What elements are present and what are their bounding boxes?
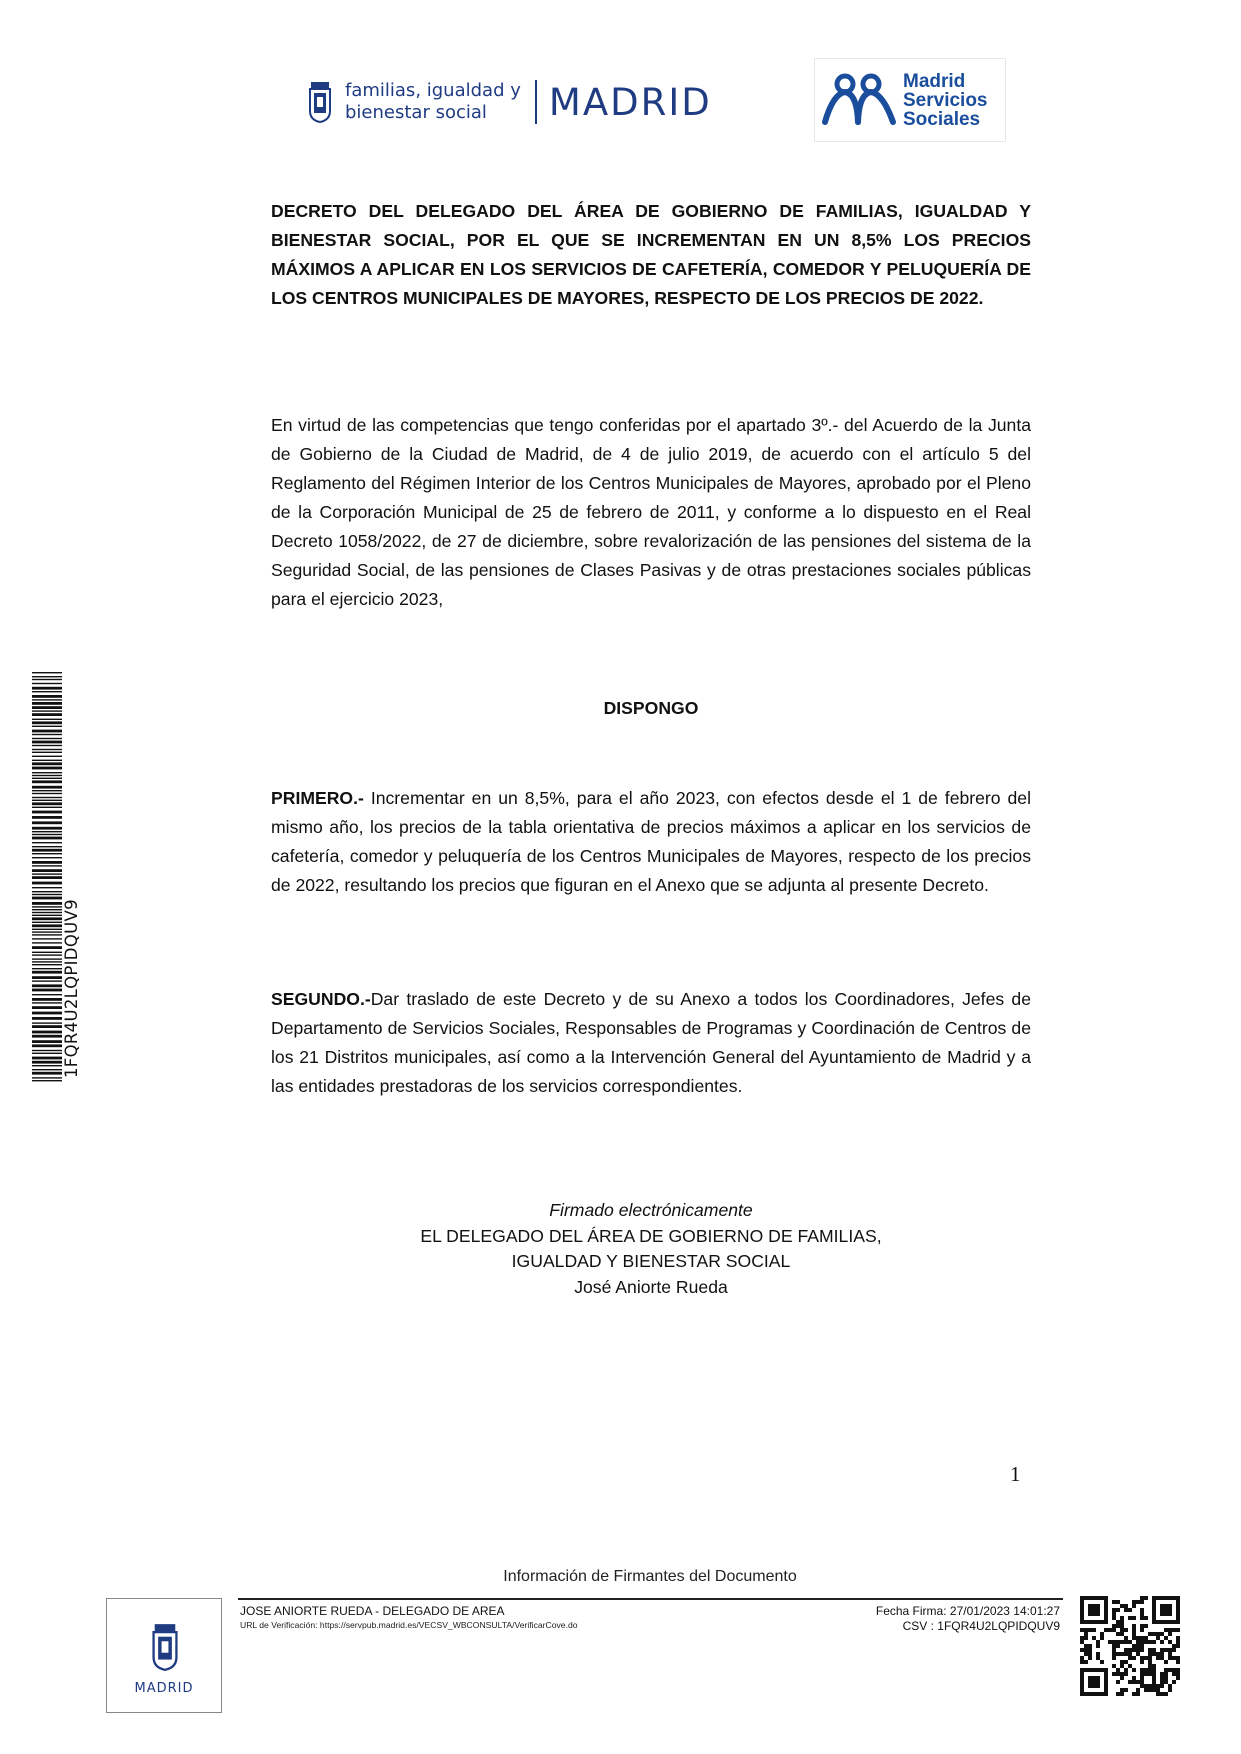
dispongo-heading: DISPONGO (603, 698, 699, 718)
ss-line-3: Sociales (903, 108, 981, 130)
signature-block (271, 1198, 1031, 1300)
footer-title: Información de Firmantes del Documento (503, 1568, 797, 1585)
servicios-sociales-text (903, 72, 988, 129)
header-separator (535, 80, 537, 124)
signature-date: Fecha Firma: 27/01/2023 14:01:27 (875, 1604, 1060, 1618)
decree-title: DECRETO DEL DELEGADO DEL ÁREA DE GOBIERNO DE FAMILIAS, IGUALDAD Y BIENESTAR SOCIAL, POR EL QUE SE INCREMENTAN EN UN 8,5% LOS PRECIOS MÁXIMOS A APLICAR EN LOS SERVICIOS DE CAFETERÍA, COMEDOR Y PELUQUERÍA DE LOS CENTROS MUNICIPALES DE MAYORES, RESPECTO DE LOS PRECIOS DE 2022. (271, 201, 1031, 308)
signature-name: José Aniorte Rueda (574, 1276, 728, 1297)
madrid-shield-icon (150, 1623, 180, 1671)
page-number: 1 (1010, 1462, 1021, 1486)
verification-url[interactable]: URL de Verificación: https://servpub.madrid.es/VECSV_WBCONSULTA/VerificarCove.do (240, 1620, 578, 1630)
signature-date-block (840, 1604, 1060, 1634)
area-line-2: bienestar social (345, 102, 487, 123)
csv-code: CSV : 1FQR4U2LQPIDQUV9 (902, 1619, 1060, 1633)
signature-role-1: EL DELEGADO DEL ÁREA DE GOBIERNO DE FAMILIAS, (420, 1225, 882, 1246)
qr-code[interactable] (1080, 1596, 1180, 1696)
footer-logo-text: MADRID (134, 1681, 194, 1696)
signature-method: Firmado electrónicamente (549, 1200, 753, 1220)
segundo-paragraph (271, 985, 1031, 1101)
servicios-sociales-logo (814, 58, 1006, 142)
signer-info: JOSE ANIORTE RUEDA - DELEGADO DE AREA (240, 1604, 505, 1618)
side-barcode (32, 672, 62, 1082)
ss-line-1: Madrid (903, 70, 966, 92)
madrid-area-logo (307, 78, 712, 126)
signature-role-2: IGUALDAD Y BIENESTAR SOCIAL (511, 1251, 791, 1271)
segundo-label: SEGUNDO.- (271, 989, 371, 1009)
segundo-text: Dar traslado de este Decreto y de su Anexo a todos los Coordinadores, Jefes de Departamento de Servicios Sociales, Responsables de Programas y Coordinación de Centros de los 21 Distritos municipales, así como a la Intervención General del Ayuntamiento de Madrid y a las entidades prestadoras de los servicios correspondientes. (271, 989, 1031, 1096)
primero-text: Incrementar en un 8,5%, para el año 2023, con efectos desde el 1 de febrero del mismo año, los precios de la tabla orientativa de precios máximos a aplicar en los servicios de cafetería, comedor y peluquería de los Centros Municipales de Mayores, respecto de los precios de 2022, resultando los precios que figuran en el Anexo que se adjunta al presente Decreto. (271, 788, 1031, 895)
primero-label: PRIMERO.- (271, 788, 364, 808)
preamble-paragraph: En virtud de las competencias que tengo conferidas por el apartado 3º.- del Acuerdo de la Junta de Gobierno de la Ciudad de Madrid, de 4 de julio 2019, de acuerdo con el artículo 5 del Reglamento del Régimen Interior de los Centros Municipales de Mayores, aprobado por el Pleno de la Corporación Municipal de 25 de febrero de 2011, y conforme a lo dispuesto en el Real Decreto 1058/2022, de 27 de diciembre, sobre revalorización de las pensiones del sistema de la Seguridad Social, de las pensiones de Clases Pasivas y de otras prestaciones sociales públicas para el ejercicio 2023, (271, 415, 1031, 609)
footer-divider (238, 1598, 1063, 1600)
area-line-1: familias, igualdad y (345, 80, 521, 101)
madrid-shield-icon (307, 81, 333, 123)
side-csv-code: 1FQR4U2LQPIDQUV9 (62, 899, 81, 1078)
servicios-sociales-mark-icon (819, 70, 899, 130)
primero-paragraph (271, 784, 1031, 900)
footer-madrid-logo (106, 1598, 222, 1713)
ss-line-2: Servicios (903, 89, 988, 111)
area-name (345, 80, 521, 124)
madrid-wordmark: MADRID (548, 80, 712, 124)
